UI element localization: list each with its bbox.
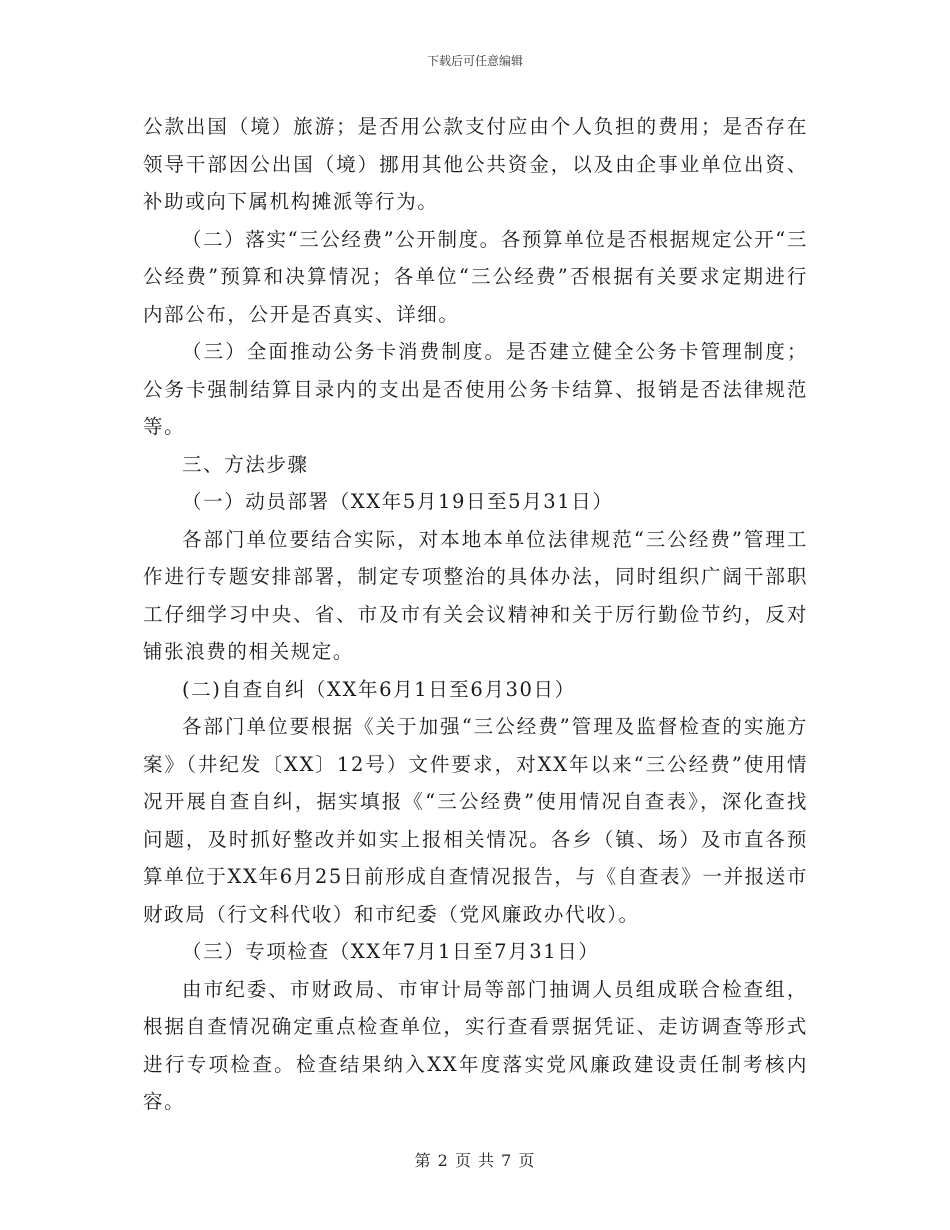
- paragraph-self-check: 各部门单位要根据《关于加强“三公经费”管理及监督检查的实施方案》（井纪发〔XX〕12号）文件要求，对XX年以来“三公经费”使用情况开展自查自纠，据实填报《“三公经费”使用情况自查表》，深化查找问题，及时抓好整改并如实上报相关情况。各乡（镇、场）及市直各预算单位于XX年6月25日前形成自查情况报告，与《自查表》一并报送市财政局（行文科代收）和市纪委（党风廉政办代收）。: [143, 715, 808, 926]
- subheading-self-check: (二)自查自纠（XX年6月1日至6月30日）: [182, 677, 576, 701]
- document-body: [143, 108, 808, 1121]
- page-number: 第 2 页 共 7 页: [414, 1151, 536, 1170]
- subheading-mobilization: （一）动员部署（XX年5月19日至5月31日）: [182, 490, 614, 513]
- paragraph-special-inspection: 由市纪委、市财政局、市审计局等部门抽调人员组成联合检查组，根据自查情况确定重点检查单位，实行查看票据凭证、走访调查等形式进行专项检查。检查结果纳入XX年度落实党风廉政建设责任制考核内容。: [143, 977, 808, 1113]
- section-heading-methods: 三、方法步骤: [182, 452, 309, 476]
- paragraph-2: （二）落实“三公经费”公开制度。各预算单位是否根据规定公开“三公经费”预算和决算情况；各单位“三公经费”否根据有关要求定期进行内部公布，公开是否真实、详细。: [143, 227, 808, 326]
- paragraph-mobilization: 各部门单位要结合实际，对本地本单位法律规范“三公经费”管理工作进行专题安排部署，制定专项整治的具体办法，同时组织广阔干部职工仔细学习中央、省、市及市有关会议精神和关于厉行勤俭节约，反对铺张浪费的相关规定。: [143, 527, 808, 663]
- paragraph-1: 公款出国（境）旅游；是否用公款支付应由个人负担的费用；是否存在领导干部因公出国（境）挪用其他公共资金，以及由企事业单位出资、补助或向下属机构摊派等行为。: [143, 115, 808, 213]
- page-header-note: 下载后可任意编辑: [426, 54, 523, 68]
- paragraph-3: （三）全面推动公务卡消费制度。是否建立健全公务卡管理制度；公务卡强制结算目录内的支出是否使用公务卡结算、报销是否法律规范等。: [143, 340, 808, 438]
- subheading-special-inspection: （三）专项检查（XX年7月1日至7月31日）: [182, 940, 600, 963]
